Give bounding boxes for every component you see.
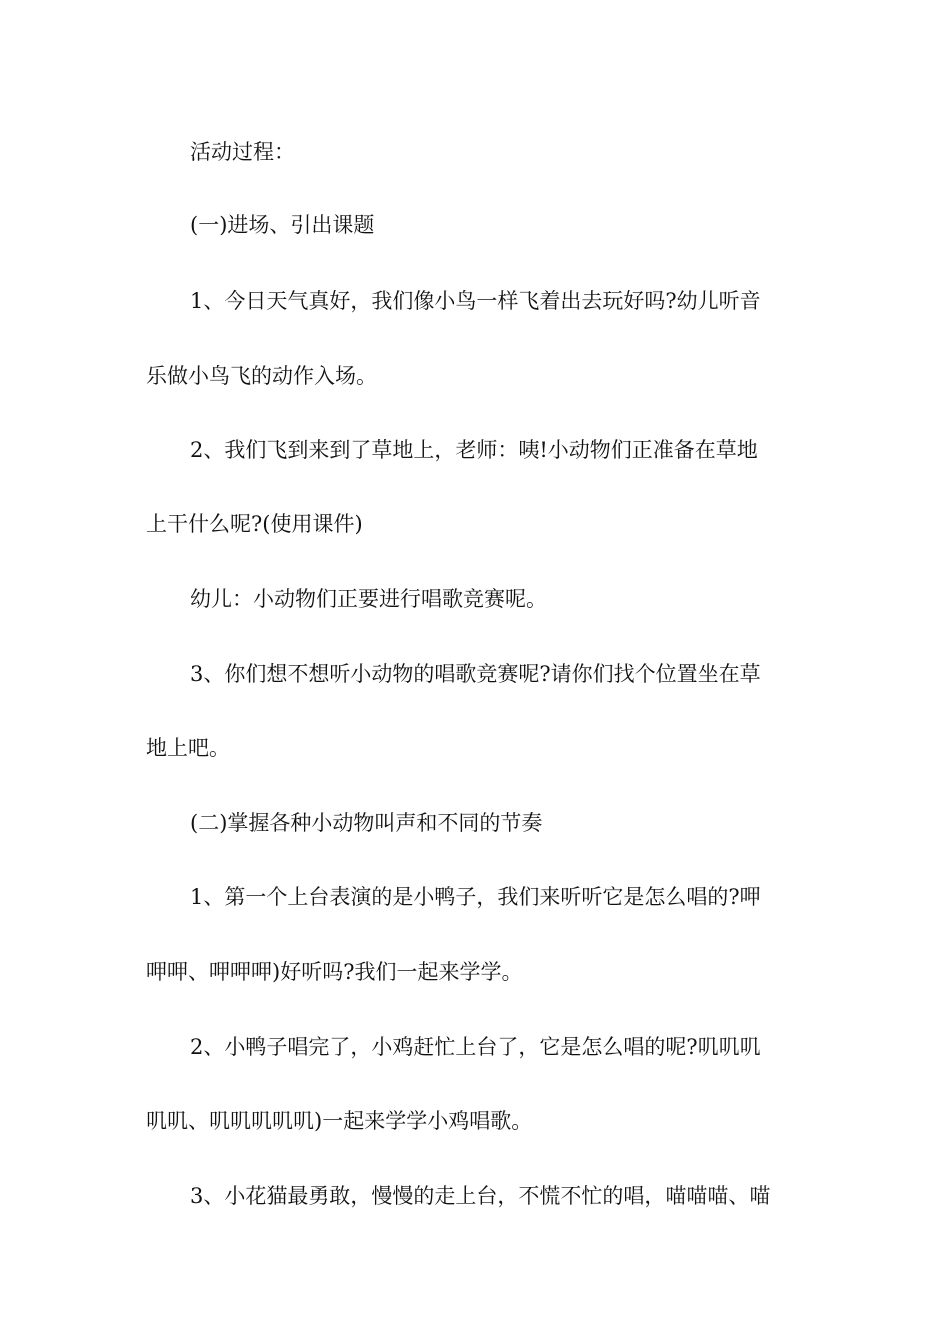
section-heading-activity-process: 活动过程： — [190, 140, 295, 164]
paragraph-line: 呷呷、呷呷呷)好听吗?我们一起来学学。 — [146, 960, 523, 984]
paragraph-line: 3、你们想不想听小动物的唱歌竞赛呢?请你们找个位置坐在草 — [190, 662, 761, 686]
paragraph-line: 幼儿：小动物们正要进行唱歌竞赛呢。 — [190, 587, 547, 611]
paragraph-line: 叽叽、叽叽叽叽叽)一起来学学小鸡唱歌。 — [146, 1109, 533, 1133]
paragraph-line: 3、小花猫最勇敢，慢慢的走上台，不慌不忙的唱，喵喵喵、喵 — [190, 1184, 771, 1208]
subsection-heading-2: (二)掌握各种小动物叫声和不同的节奏 — [190, 811, 543, 835]
paragraph-line: 1、今日天气真好，我们像小鸟一样飞着出去玩好吗?幼儿听音 — [190, 289, 761, 313]
paragraph-line: 1、第一个上台表演的是小鸭子，我们来听听它是怎么唱的?呷 — [190, 885, 761, 909]
paragraph-line: 地上吧。 — [146, 736, 230, 760]
paragraph-line: 乐做小鸟飞的动作入场。 — [146, 364, 377, 388]
subsection-heading-1: (一)进场、引出课题 — [190, 213, 375, 237]
paragraph-line: 上干什么呢?(使用课件) — [146, 512, 363, 536]
paragraph-line: 2、我们飞到来到了草地上，老师：咦!小动物们正准备在草地 — [190, 438, 758, 462]
paragraph-line: 2、小鸭子唱完了，小鸡赶忙上台了，它是怎么唱的呢?叽叽叽 — [190, 1035, 761, 1059]
